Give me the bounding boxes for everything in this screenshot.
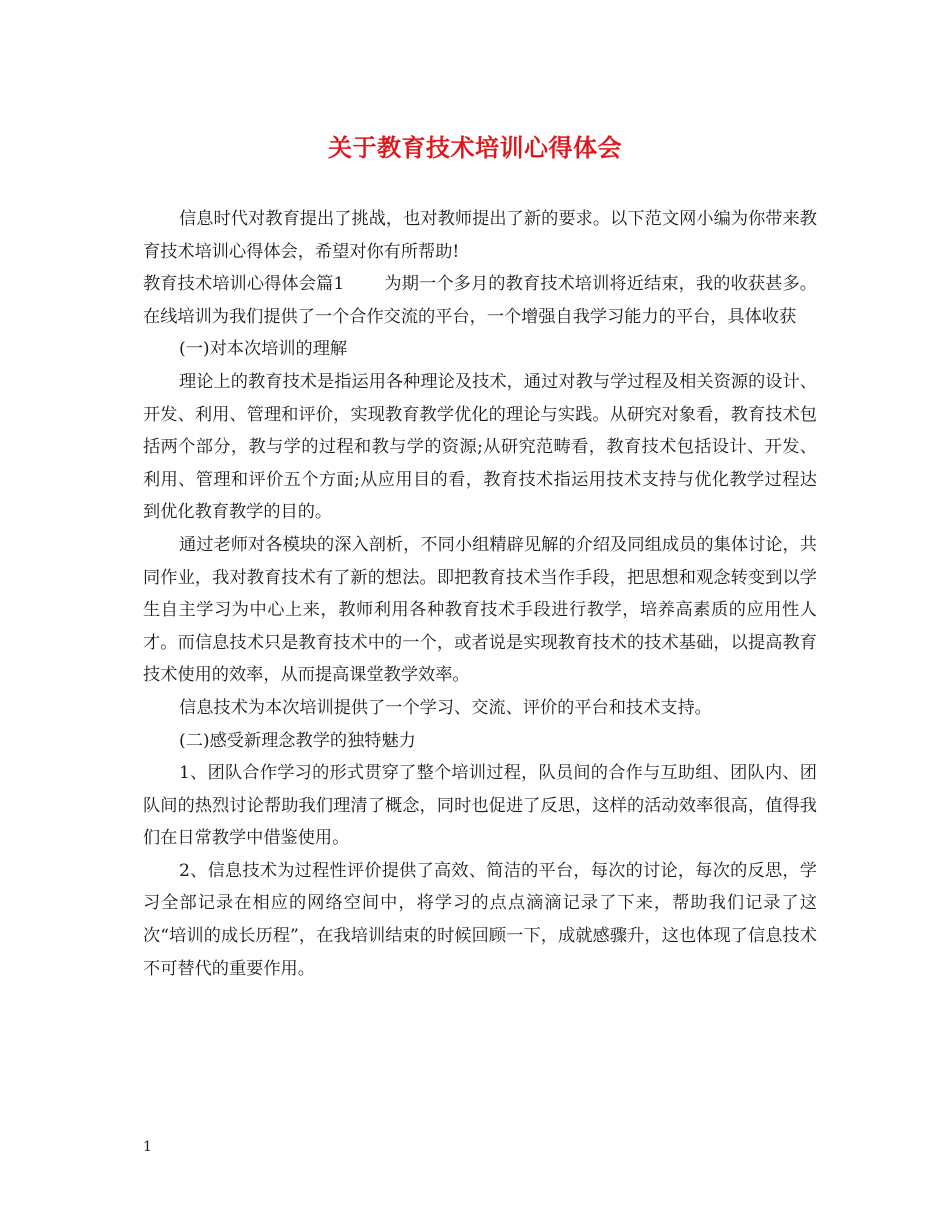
document-body [143, 203, 817, 985]
paragraph-evaluation: 2、信息技术为过程性评价提供了高效、简洁的平台，每次的讨论，每次的反思，学习全部记录在相应的网络空间中，将学习的点点滴滴记录了下来，帮助我们记录了这次“培训的成长历程”，在我培训结束的时候回顾一下，成就感骤升，这也体现了信息技术不可替代的重要作用。 [143, 860, 817, 979]
paragraph-platform: 信息技术为本次培训提供了一个学习、交流、评价的平台和技术支持。 [179, 697, 712, 718]
section-paragraph [143, 268, 817, 333]
page-number: 1 [143, 1139, 152, 1155]
subheading-charm: (二)感受新理念教学的独特魅力 [179, 730, 416, 751]
paragraph-analysis: 通过老师对各模块的深入剖析，不同小组精辟见解的介绍及同组成员的集体讨论，共同作业，我对教育技术有了新的想法。即把教育技术当作手段，把思想和观念转变到以学生自主学习为中心上来，教师利用各种教育技术手段进行教学，培养高素质的应用性人才。而信息技术只是教育技术中的一个，或者说是实现教育技术的技术基础，以提高教育技术使用的效率，从而提高课堂教学效率。 [143, 534, 817, 686]
paragraph-theory: 理论上的教育技术是指运用各种理论及技术，通过对教与学过程及相关资源的设计、开发、利用、管理和评价，实现教育教学优化的理论与实践。从研究对象看，教育技术包括两个部分，教与学的过程和教与学的资源;从研究范畴看，教育技术包括设计、开发、利用、管理和评价五个方面;从应用目的看，教育技术指运用技术支持与优化教学过程达到优化教育教学的目的。 [143, 371, 817, 523]
document-title: 关于教育技术培训心得体会 [328, 133, 622, 162]
paragraph-teamwork: 1、团队合作学习的形式贯穿了整个培训过程，队员间的合作与互助组、团队内、团队间的热烈讨论帮助我们理清了概念，同时也促进了反思，这样的活动效率很高，值得我们在日常教学中借鉴使用。 [143, 763, 817, 849]
section-text: 为期一个多月的教育技术培训将近结束，我的收获甚多。在线培训为我们提供了一个合作交流的平台，一个增强自我学习能力的平台，具体收获 [143, 274, 817, 327]
subheading-understanding: (一)对本次培训的理解 [179, 339, 348, 360]
intro-paragraph: 信息时代对教育提出了挑战，也对教师提出了新的要求。以下范文网小编为你带来教育技术培训心得体会，希望对你有所帮助! [143, 209, 817, 262]
section-heading: 教育技术培训心得体会篇1 [143, 274, 345, 295]
